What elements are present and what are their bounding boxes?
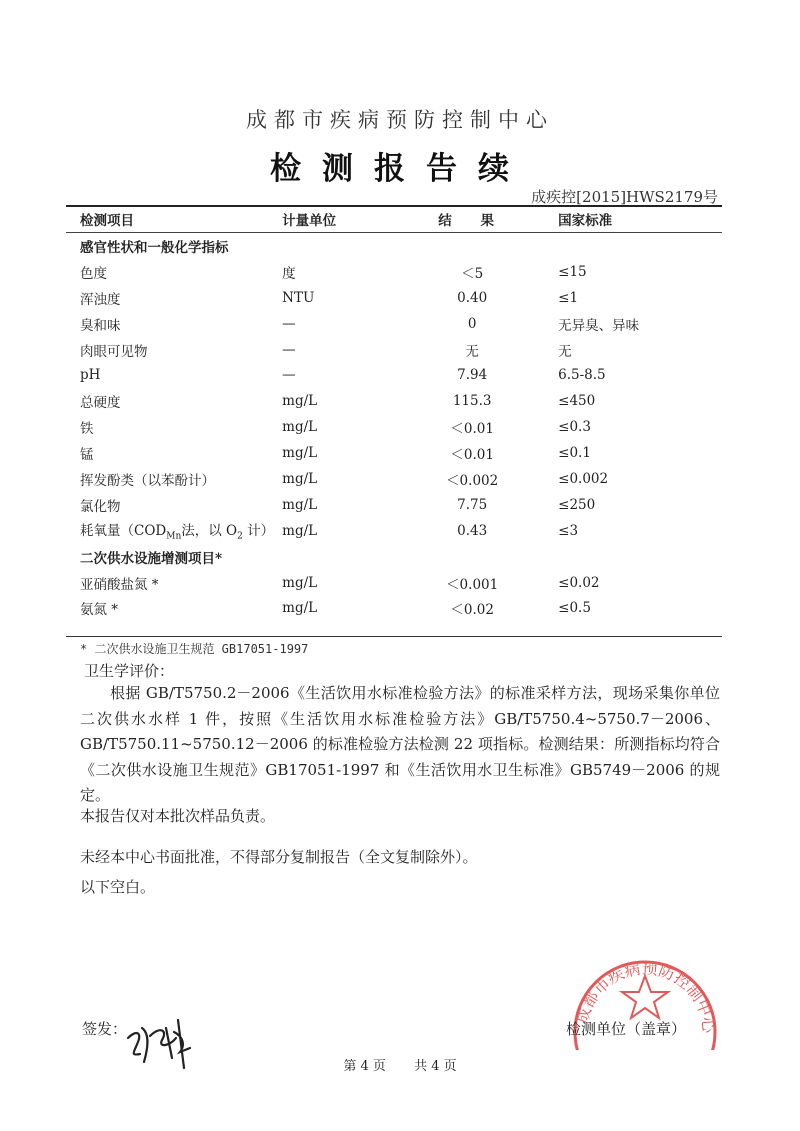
item-name-part: 法，以 O (181, 523, 238, 540)
table-row (66, 285, 722, 311)
item-name: 氨氮 * (80, 602, 119, 619)
section-label: 感官性状和一般化学指标 (80, 239, 229, 256)
item-standard: ≤1 (558, 289, 579, 306)
item-unit: 度 (282, 265, 296, 282)
item-unit: mg/L (282, 496, 318, 513)
column-header-result: 结 果 (402, 206, 542, 233)
copy-restriction-note: 未经本中心书面批准，不得部分复制报告（全文复制除外）。 (80, 848, 478, 866)
item-result: 0 (467, 315, 477, 332)
section-label: 二次供水设施增测项目* (80, 550, 223, 567)
footnote: * 二次供水设施卫生规范 GB17051-1997 (66, 636, 722, 657)
item-result: 115.3 (452, 393, 492, 410)
item-unit: mg/L (282, 470, 318, 487)
item-standard: ≤250 (558, 496, 596, 513)
table-section-row (66, 544, 722, 570)
item-name: 铁 (80, 421, 94, 438)
blank-note: 以下空白。 (80, 878, 156, 896)
item-standard: ≤0.002 (558, 470, 609, 487)
item-name-subscript: Mn (166, 532, 182, 543)
item-name-subscript: 2 (237, 532, 243, 543)
table-row (66, 311, 722, 337)
table-row (66, 570, 722, 596)
item-name-part: 计） (242, 523, 275, 540)
item-standard: ≤0.5 (558, 600, 591, 617)
evaluation-body: 根据 GB/T5750.2－2006《生活饮用水标准检验方法》的标准采样方法，现场采集你单位二次供水水样 1 件，按照《生活饮用水标准检验方法》GB/T5750.4~5750.7－2006、GB/T5750.11~5750.12－2006 的标准检验方法检测 22 项指标。检测结果：所测指标均符合《二次供水设施卫生规范》GB17051-1997 和《生活饮用水卫生标准》GB5749－2006 的规定。 (80, 684, 720, 804)
results-table (66, 206, 722, 621)
item-name: 肉眼可见物 (80, 343, 148, 360)
table-row (66, 492, 722, 518)
inspection-unit-label: 检测单位（盖章） (566, 1020, 687, 1038)
table-row (66, 595, 722, 621)
organization-name: 成都市疾病预防控制中心 (246, 108, 554, 132)
table-row (66, 337, 722, 363)
table-row (66, 466, 722, 492)
item-unit: — (282, 367, 296, 384)
item-standard: ≤0.1 (558, 445, 591, 462)
table-section-row (66, 233, 722, 259)
item-name: 锰 (80, 447, 94, 464)
column-header-item: 检测项目 (66, 206, 274, 233)
item-unit: — (282, 315, 296, 332)
table-row (66, 388, 722, 414)
column-header-standard: 国家标准 (542, 206, 722, 233)
item-result: ＜0.001 (446, 576, 499, 593)
item-standard: 无 (558, 343, 572, 360)
item-unit: mg/L (282, 419, 318, 436)
seal-star-icon (622, 976, 668, 1018)
item-standard: ≤0.3 (558, 419, 591, 436)
item-standard: 无异臭、异味 (558, 317, 640, 334)
table-row (66, 518, 722, 544)
responsibility-note: 本报告仅对本批次样品负责。 (80, 807, 276, 825)
item-name: pH (80, 367, 101, 384)
item-result: ＜0.01 (450, 447, 494, 464)
item-result: ＜0.01 (450, 421, 494, 438)
item-standard: ≤15 (558, 263, 587, 280)
item-name: 臭和味 (80, 317, 121, 334)
item-unit: mg/L (282, 445, 318, 462)
table-row (66, 362, 722, 388)
item-unit: mg/L (282, 600, 318, 617)
item-unit: mg/L (282, 393, 318, 410)
item-name (66, 518, 274, 544)
table-row (66, 259, 722, 285)
item-name: 总硬度 (80, 395, 121, 412)
seal-text-path: 成都市疾病预防控制中心 (572, 958, 719, 1035)
item-result: 0.40 (457, 289, 488, 306)
item-name: 亚硝酸盐氮 * (80, 576, 159, 593)
item-result: 0.43 (457, 522, 488, 539)
table-row (66, 440, 722, 466)
item-name-part: 耗氧量（COD (80, 523, 167, 540)
item-standard: ≤3 (558, 522, 579, 539)
item-result: ＜0.02 (450, 602, 494, 619)
column-header-unit: 计量单位 (274, 206, 402, 233)
item-name: 浑浊度 (80, 291, 121, 308)
item-unit: NTU (282, 289, 315, 306)
page-total: 共 4 页 (414, 1059, 457, 1074)
report-title: 检测报告续 (270, 151, 530, 187)
item-standard: ≤0.02 (558, 574, 600, 591)
item-result: 无 (465, 343, 479, 360)
item-result: 7.94 (457, 367, 488, 384)
item-name: 氯化物 (80, 498, 121, 515)
item-standard: ≤450 (558, 393, 596, 410)
item-result: ＜0.002 (446, 472, 499, 489)
item-unit: mg/L (282, 574, 318, 591)
page-current: 第 4 页 (343, 1059, 386, 1074)
page-number (0, 1055, 800, 1074)
item-standard: 6.5-8.5 (558, 367, 606, 384)
table-header-row (66, 206, 722, 233)
item-unit: — (282, 341, 296, 358)
item-name: 色度 (80, 265, 107, 282)
item-unit: mg/L (282, 522, 318, 539)
item-name: 挥发酚类（以苯酚计） (80, 472, 215, 489)
report-number: 成疾控[2015]HWS2179号 (531, 188, 718, 206)
item-result: ＜5 (461, 265, 484, 282)
table-row (66, 414, 722, 440)
evaluation-title: 卫生学评价： (84, 662, 175, 680)
item-result: 7.75 (457, 496, 488, 513)
signer-label: 签发： (82, 1020, 128, 1038)
